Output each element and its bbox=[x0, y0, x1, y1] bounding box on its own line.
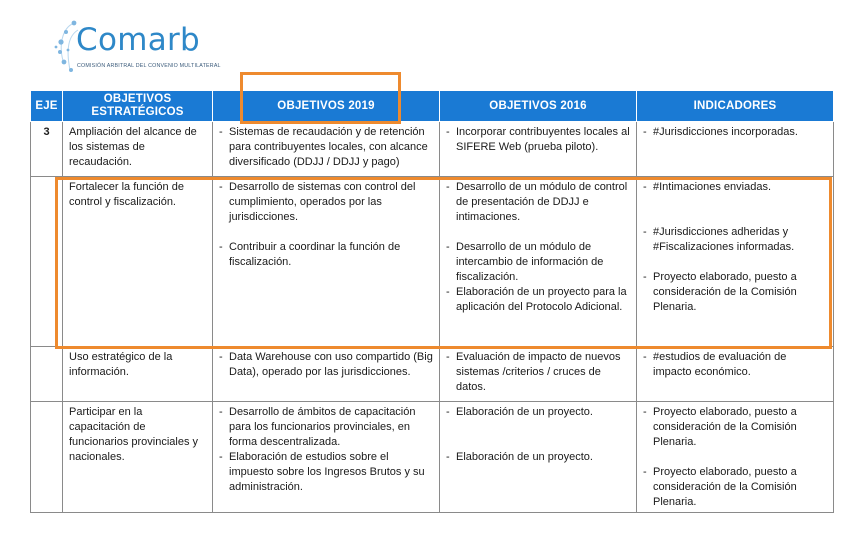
header-objetivos-2019: OBJETIVOS 2019 bbox=[213, 91, 440, 122]
list-item: - Proyecto elaborado, puesto a consideración de la Comisión Plenaria. bbox=[643, 465, 827, 510]
list-item: - Desarrollo de ámbitos de capacitación para los funcionarios provinciales, en forma descentralizada. bbox=[219, 405, 433, 450]
list-item: - Desarrollo de sistemas con control del cumplimiento, operados por las jurisdicciones. bbox=[219, 180, 433, 225]
table-row bbox=[31, 122, 834, 177]
logo-subtitle: COMISIÓN ARBITRAL DEL CONVENIO MULTILATERAL bbox=[77, 63, 221, 69]
header-indicadores: INDICADORES bbox=[637, 91, 834, 122]
list-item: - Proyecto elaborado, puesto a consideración de la Comisión Plenaria. bbox=[643, 405, 827, 450]
list-item: - Elaboración de un proyecto para la aplicación del Protocolo Adicional. bbox=[446, 285, 630, 315]
list-item: - #estudios de evaluación de impacto económico. bbox=[643, 350, 827, 380]
table-row bbox=[31, 402, 834, 513]
objectives-2019-cell bbox=[213, 402, 440, 513]
list-item: - Proyecto elaborado, puesto a consideración de la Comisión Plenaria. bbox=[643, 270, 827, 315]
list-item: - Evaluación de impacto de nuevos sistemas /criterios / cruces de datos. bbox=[446, 350, 630, 395]
indicators-cell bbox=[637, 122, 834, 177]
eje-cell bbox=[31, 347, 63, 402]
list-item: - Contribuir a coordinar la función de fiscalización. bbox=[219, 240, 433, 270]
table-row bbox=[31, 177, 834, 347]
strategic-objective: Fortalecer la función de control y fiscalización. bbox=[63, 177, 213, 347]
list-item: - Desarrollo de un módulo de control de presentación de DDJJ e intimaciones. bbox=[446, 180, 630, 225]
list-item: - Data Warehouse con uso compartido (Big Data), operado por las jurisdicciones. bbox=[219, 350, 433, 380]
strategic-objective: Uso estratégico de la información. bbox=[63, 347, 213, 402]
list-item: - Elaboración de un proyecto. bbox=[446, 450, 630, 465]
indicators-cell bbox=[637, 402, 834, 513]
objectives-2019-cell bbox=[213, 122, 440, 177]
table-row bbox=[31, 347, 834, 402]
eje-cell bbox=[31, 177, 63, 347]
comarb-logo bbox=[52, 16, 252, 76]
header-eje: EJE bbox=[31, 91, 63, 122]
objectives-2016-cell bbox=[440, 402, 637, 513]
list-item: - Sistemas de recaudación y de retención para contribuyentes locales, con alcance diversificado (DDJJ / DDJJ y pago) bbox=[219, 125, 433, 170]
table-header-row bbox=[31, 91, 834, 122]
objectives-2016-cell bbox=[440, 347, 637, 402]
header-objetivos-estrategicos: OBJETIVOS ESTRATÉGICOS bbox=[63, 91, 213, 122]
objectives-2019-cell bbox=[213, 177, 440, 347]
list-item: - Elaboración de estudios sobre el impuesto sobre los Ingresos Brutos y su administración. bbox=[219, 450, 433, 495]
header-objetivos-2016: OBJETIVOS 2016 bbox=[440, 91, 637, 122]
list-item: - Elaboración de un proyecto. bbox=[446, 405, 630, 420]
objectives-2016-cell bbox=[440, 122, 637, 177]
indicators-cell bbox=[637, 347, 834, 402]
list-item: - #Intimaciones enviadas. bbox=[643, 180, 827, 195]
list-item: - Desarrollo de un módulo de intercambio de información de fiscalización. bbox=[446, 240, 630, 285]
strategic-objective: Participar en la capacitación de funcionarios provinciales y nacionales. bbox=[63, 402, 213, 513]
indicators-cell bbox=[637, 177, 834, 347]
eje-cell: 3 bbox=[31, 122, 63, 177]
list-item: - #Jurisdicciones incorporadas. bbox=[643, 125, 827, 140]
objectives-2019-cell bbox=[213, 347, 440, 402]
list-item: - Incorporar contribuyentes locales al SIFERE Web (prueba piloto). bbox=[446, 125, 630, 155]
strategic-objective: Ampliación del alcance de los sistemas de recaudación. bbox=[63, 122, 213, 177]
list-item: - #Jurisdicciones adheridas y #Fiscalizaciones informadas. bbox=[643, 225, 827, 255]
logo-name: Comarb bbox=[76, 22, 201, 58]
objectives-2016-cell bbox=[440, 177, 637, 347]
objectives-table bbox=[30, 90, 834, 513]
eje-cell bbox=[31, 402, 63, 513]
